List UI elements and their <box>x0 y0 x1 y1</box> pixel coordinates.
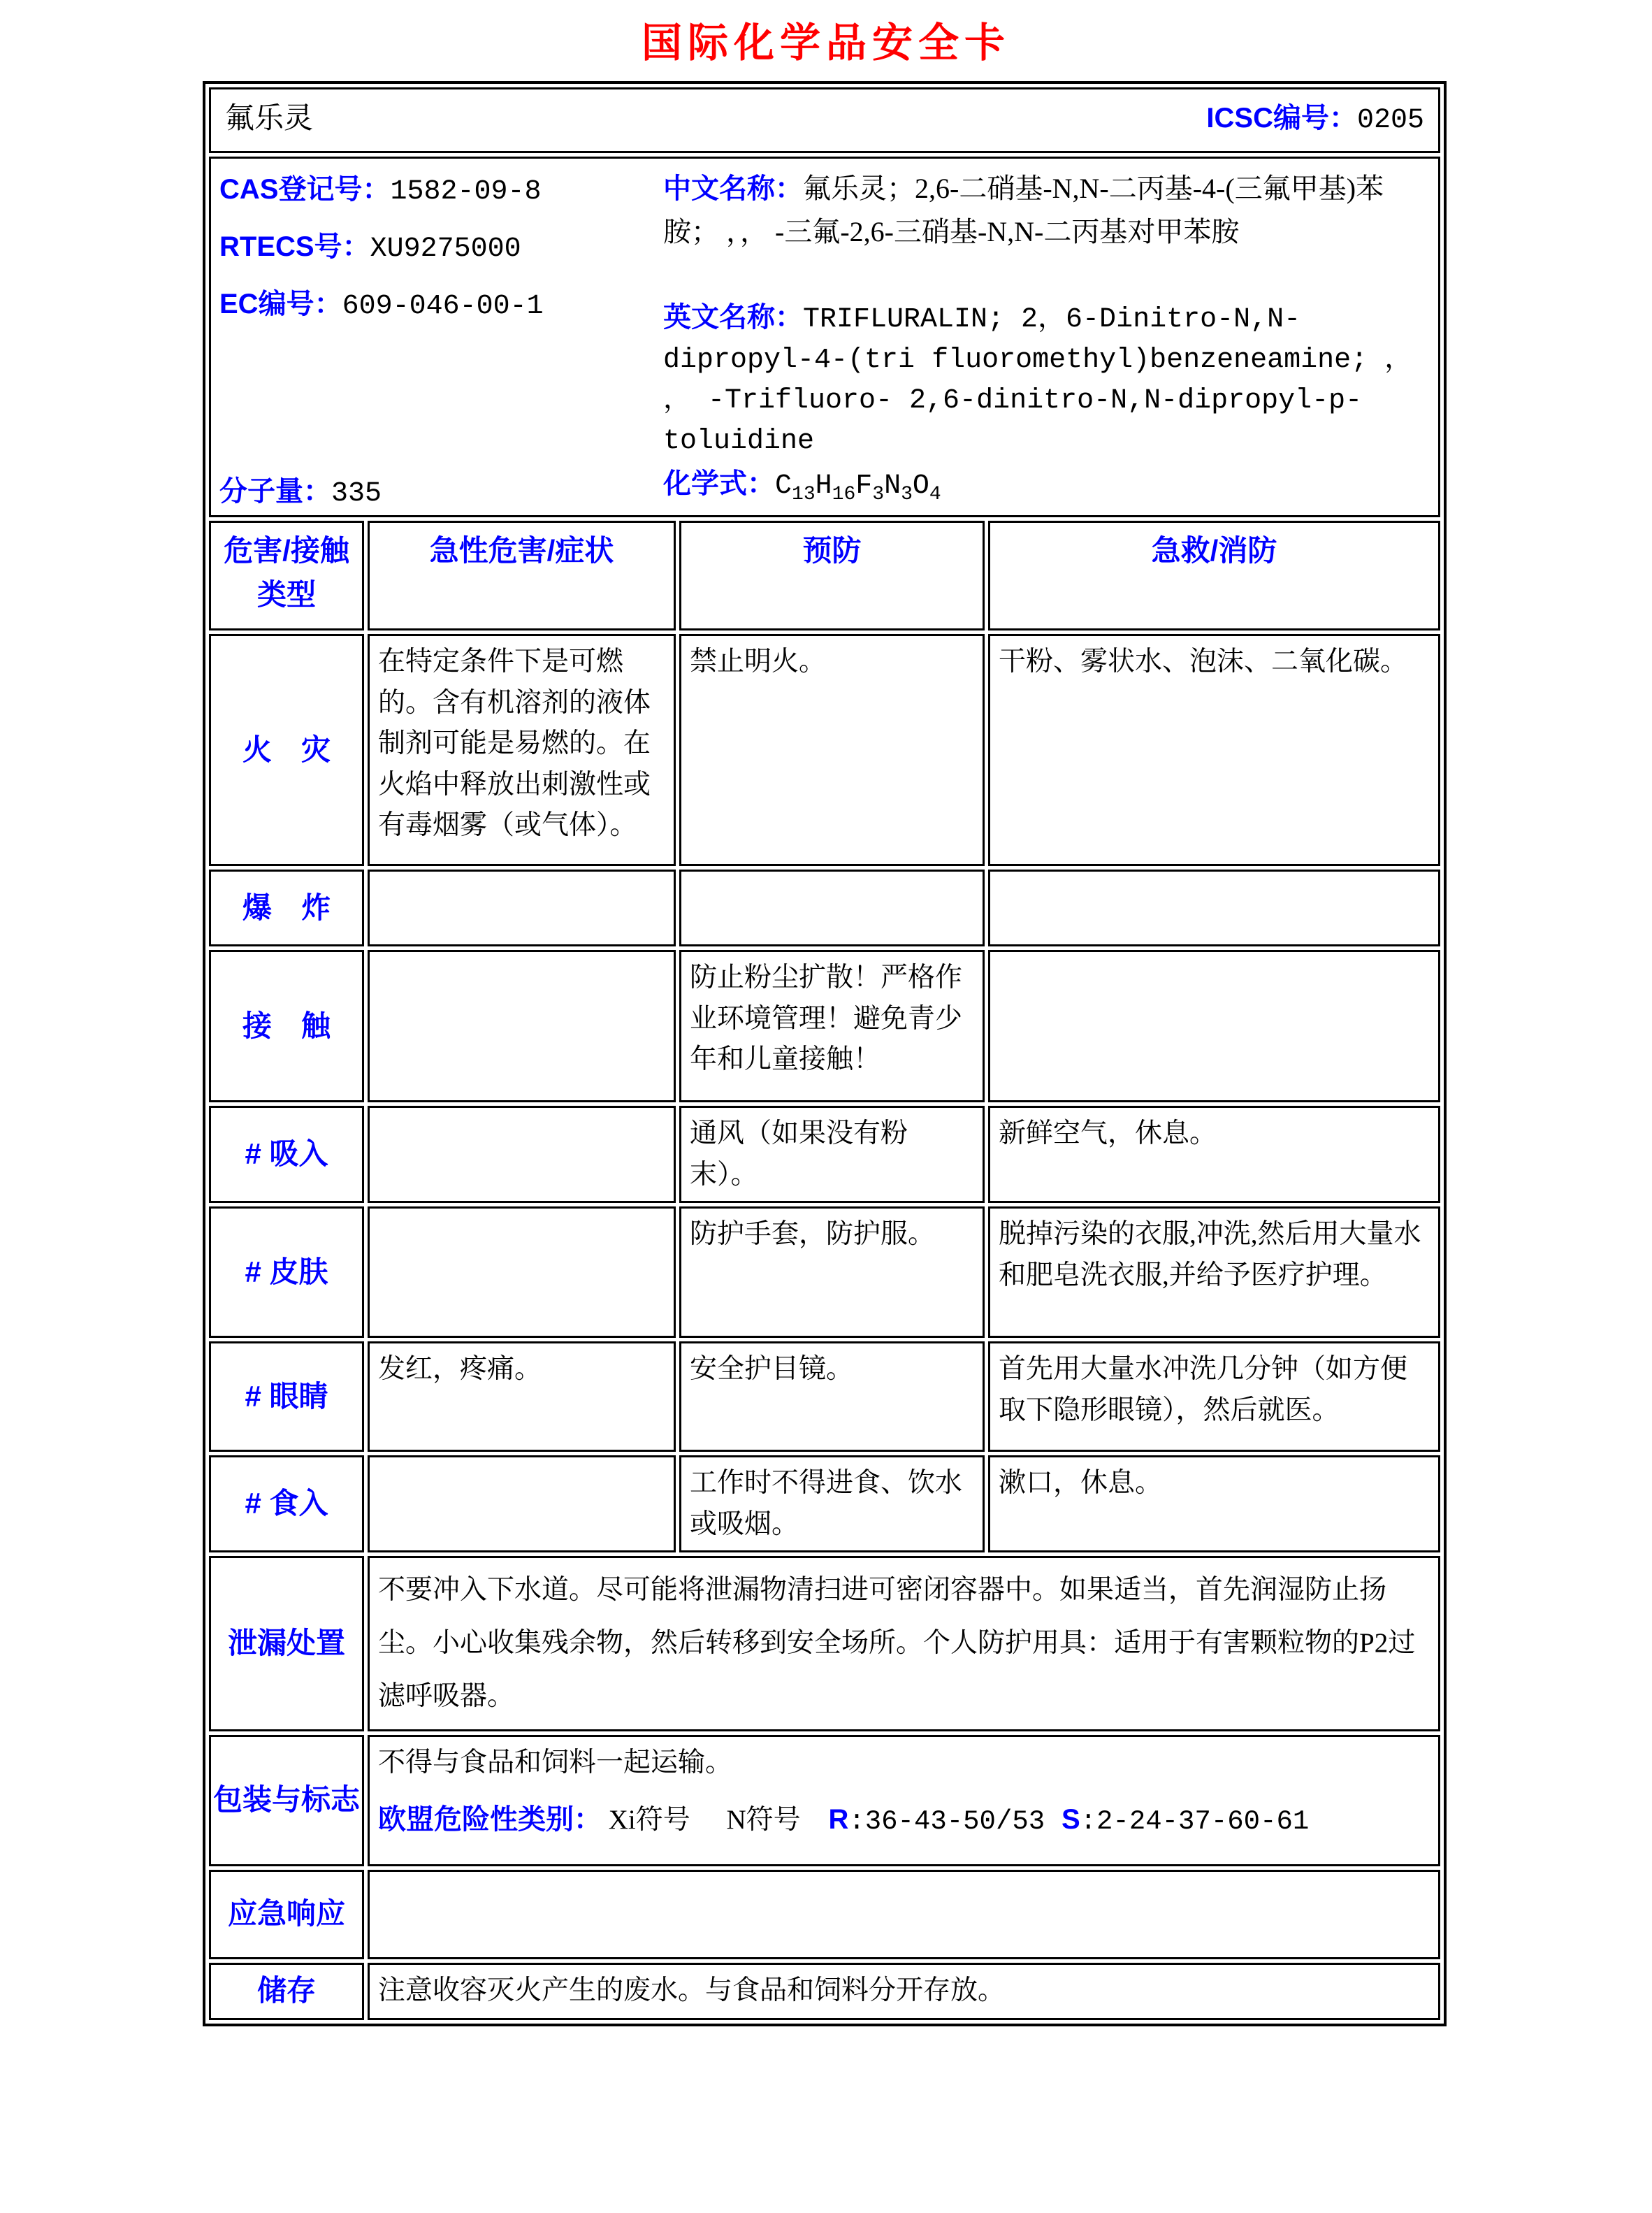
english-name-label: 英文名称： <box>663 302 803 333</box>
ec-number-line <box>219 282 663 322</box>
name-cell <box>209 87 1440 153</box>
hazard-row-explosion <box>209 870 1440 946</box>
hazard-header-row <box>209 521 1440 630</box>
ec-label: EC编号： <box>219 289 342 319</box>
s-phrases-label: S <box>1061 1804 1080 1836</box>
eu-hazard-class-label: 欧盟危险性类别： <box>378 1804 602 1836</box>
eyes-symptoms: 发红，疼痛。 <box>368 1341 676 1452</box>
icsc-number-label: ICSC编号： <box>1206 103 1357 134</box>
molecular-weight-value: 335 <box>331 478 382 510</box>
cas-label: CAS登记号： <box>219 174 391 205</box>
identification-cell <box>209 157 1440 517</box>
exposure-type-label: 接 触 <box>209 950 364 1102</box>
hazard-row-inhalation <box>209 1106 1440 1203</box>
eu-hazard-class-line <box>378 1798 1430 1843</box>
icsc-card-table <box>203 81 1447 2026</box>
rtecs-value: XU9275000 <box>370 233 521 265</box>
fire-symptoms: 在特定条件下是可燃的。含有机溶剂的液体制剂可能是易燃的。在火焰中释放出刺激性或有毒烟雾（或气体）。 <box>368 634 676 866</box>
fire-type-label: 火 灾 <box>209 634 364 866</box>
r-phrases-label: R <box>828 1804 849 1836</box>
ingestion-prevention: 工作时不得进食、饮水或吸烟。 <box>679 1455 985 1552</box>
header-symptoms: 急性危害/症状 <box>368 521 676 630</box>
section-row-spillage <box>209 1556 1440 1731</box>
section-row-emergency <box>209 1870 1440 1959</box>
exposure-prevention: 防止粉尘扩散！严格作业环境管理！避免青少年和儿童接触！ <box>679 950 985 1102</box>
ingestion-symptoms <box>368 1455 676 1552</box>
hazard-row-ingestion <box>209 1455 1440 1552</box>
eyes-prevention: 安全护目镜。 <box>679 1341 985 1452</box>
header-prevention: 预防 <box>679 521 985 630</box>
rtecs-label: RTECS号： <box>219 231 370 262</box>
inhalation-first-aid: 新鲜空气，休息。 <box>988 1106 1440 1203</box>
page-title: 国际化学品安全卡 <box>641 20 1010 66</box>
explosion-first-aid <box>988 870 1440 946</box>
name-row <box>209 87 1440 153</box>
eyes-first-aid: 首先用大量水冲洗几分钟（如方便取下隐形眼镜），然后就医。 <box>988 1341 1440 1452</box>
hazard-row-exposure <box>209 950 1440 1102</box>
section-row-storage <box>209 1963 1440 2020</box>
inhalation-prevention: 通风（如果没有粉末）。 <box>679 1106 985 1203</box>
eyes-type-label: # 眼睛 <box>209 1341 364 1452</box>
eu-xi-symbol: Xi符号 <box>608 1805 690 1836</box>
ingestion-first-aid: 漱口，休息。 <box>988 1455 1440 1552</box>
ingestion-type-label: # 食入 <box>209 1455 364 1552</box>
formula-line <box>663 462 1430 510</box>
skin-symptoms <box>368 1206 676 1338</box>
cas-number-line <box>219 167 663 208</box>
molecular-weight-label: 分子量： <box>219 476 331 507</box>
fire-prevention: 禁止明火。 <box>679 634 985 866</box>
english-name-value: TRIFLURALIN; 2，6-Dinitro-N,N-dipropyl-4-(tri fluoromethyl)benzeneamine; ， ， -Trifluoro- 2,6-dinitro-N,N-dipropyl-p-toluidine <box>663 304 1413 457</box>
s-phrases-value: :2-24-37-60-61 <box>1080 1806 1310 1838</box>
hazard-row-eyes <box>209 1341 1440 1452</box>
identification-row <box>209 157 1440 517</box>
formula-label: 化学式： <box>663 468 775 499</box>
hazard-row-fire <box>209 634 1440 866</box>
exposure-first-aid <box>988 950 1440 1102</box>
cas-value: 1582-09-8 <box>390 176 542 208</box>
hazard-row-skin <box>209 1206 1440 1338</box>
spacer <box>219 339 663 469</box>
chemical-name: 氟乐灵 <box>225 103 314 135</box>
emergency-content <box>368 1870 1440 1959</box>
packaging-transport-note: 不得与食品和饲料一起运输。 <box>378 1747 733 1778</box>
inhalation-type-label: # 吸入 <box>209 1106 364 1203</box>
chinese-name-value: 氟乐灵；2,6-二硝基-N,N-二丙基-4-(三氟甲基)苯胺； ，， -三氟-2,6-三硝基-N,N-二丙基对甲苯胺 <box>663 173 1384 247</box>
molecular-weight-line <box>219 469 663 510</box>
icsc-number-value: 0205 <box>1356 105 1424 136</box>
exposure-symptoms <box>368 950 676 1102</box>
skin-type-label: # 皮肤 <box>209 1206 364 1338</box>
formula-value: $C_{13}H_{16}F_3N_3O_4$ <box>775 470 941 505</box>
spillage-label: 泄漏处置 <box>209 1556 364 1731</box>
chinese-name-label: 中文名称： <box>663 173 803 204</box>
inhalation-symptoms <box>368 1106 676 1203</box>
icsc-number-group <box>1206 96 1424 136</box>
registry-numbers-block <box>219 164 663 510</box>
skin-first-aid: 脱掉污染的衣服,冲洗,然后用大量水和肥皂洗衣服,并给予医疗护理。 <box>988 1206 1440 1338</box>
header-first-aid: 急救/消防 <box>988 521 1440 630</box>
explosion-prevention <box>679 870 985 946</box>
storage-label: 储存 <box>209 1963 364 2020</box>
header-hazard-type: 危害/接触类型 <box>209 521 364 630</box>
section-row-packaging <box>209 1735 1440 1866</box>
rtecs-number-line <box>219 224 663 265</box>
names-block <box>663 164 1430 510</box>
spillage-content: 不要冲入下水道。尽可能将泄漏物清扫进可密闭容器中。如果适当，首先润湿防止扬尘。小心收集残余物，然后转移到安全场所。个人防护用具：适用于有害颗粒物的P2过滤呼吸器。 <box>368 1556 1440 1731</box>
packaging-label: 包装与标志 <box>209 1735 364 1866</box>
fire-first-aid: 干粉、雾状水、泡沫、二氧化碳。 <box>988 634 1440 866</box>
packaging-content <box>368 1735 1440 1866</box>
english-name-line <box>663 297 1430 462</box>
ec-value: 609-046-00-1 <box>342 291 544 322</box>
emergency-label: 应急响应 <box>209 1870 364 1959</box>
explosion-type-label: 爆 炸 <box>209 870 364 946</box>
chinese-name-line <box>663 167 1430 254</box>
r-phrases-value: :36-43-50/53 <box>848 1806 1045 1838</box>
skin-prevention: 防护手套，防护服。 <box>679 1206 985 1338</box>
eu-n-symbol: N符号 <box>726 1805 801 1836</box>
explosion-symptoms <box>368 870 676 946</box>
storage-content: 注意收容灭火产生的废水。与食品和饲料分开存放。 <box>368 1963 1440 2020</box>
